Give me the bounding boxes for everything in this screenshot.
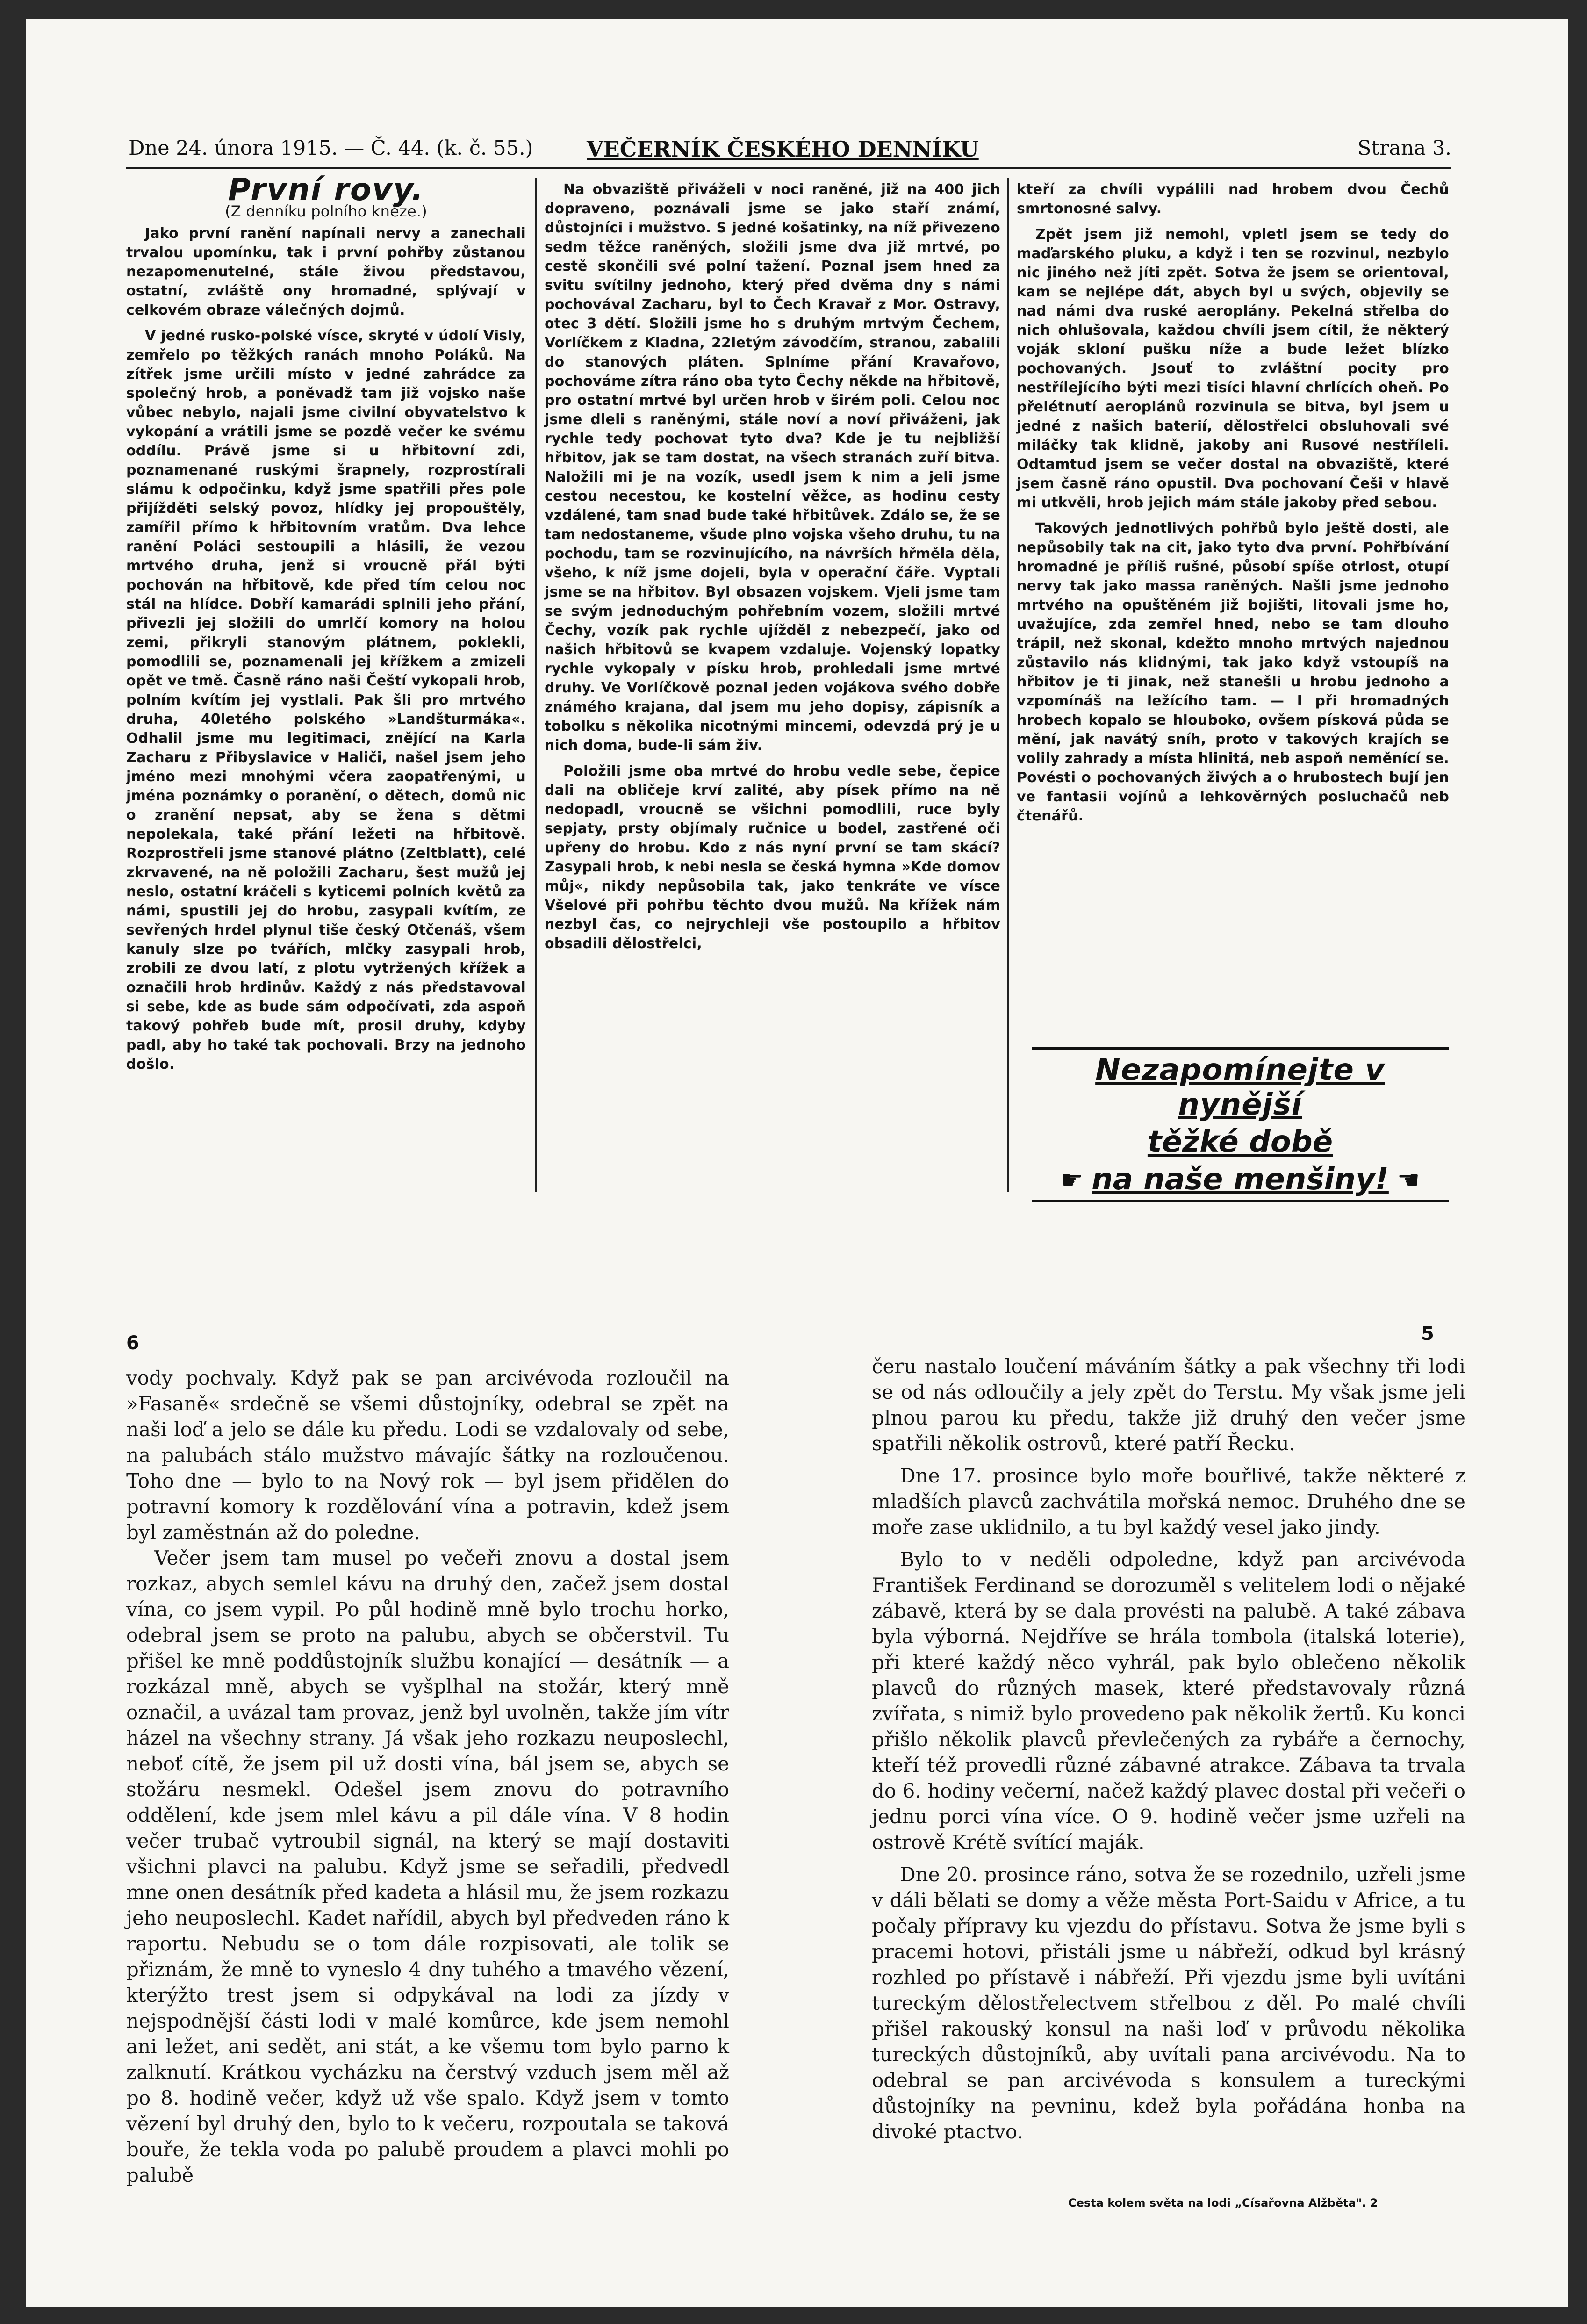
- article-paragraph: Na obvaziště přiváželi v noci raněné, již na 400 jich dopraveno, poznávali jsme se jako staří známí, důstojníci i mužstvo. S jedné košatinky, na níž přivezeno sedm těžce raněných, složili jsme dva již mrtvé, po cestě skončili své polní tažení. Poznal jsem hned za svitu svítilny jednoho, který před dvěma dny s námi pochovával Zacharu, byl to Čech Kravař z Mor. Ostravy, otec 3 dětí. Složili jsme ho s druhým mrtvým Čechem, Vorlíčkem z Kladna, 22letým závodčím, stranou, zabalili do stanových pláten. Splníme přání Kravařovo, pochováme zítra ráno oba tyto Čechy někde na hřbitově, pro ostatní mrtvé byl určen hrob v širém poli. Celou noc jsme dleli s raněnými, stále noví a noví přiváženi, jak rychle tedy pochovat tyto dva? Kde je tu nejbližší hřbitov, jak se tam dostat, na všech stranách zuří bitva. Naložili mi je na vozík, usedl jsem k nim a jeli jsme cestou necestou, ke kostelní věžce, as hodinu cesty vzdálené, tam snad bude také hřbitůvek. Zdálo se, že se tam nedostaneme, všude plno vojska všeho druhu, tu na pochodu, tam se rozvinujícího, na návrších hřměla děla, všeho, k níž jsme dojeli, byla v operační čáře. Vyptali jsme se na hřbitov. Byl obsazen vojskem. Vjeli jsme tam se svým jednoduchým pohřebním vozem, složili mrtvé Čechy, vozík pak rychle ujížděl z nebezpečí, jako od našich hřbitovů se kvapem vzdaluje. Vojenský lopatky rychle vykopaly v písku hrob, prohledali jsme mrtvé druhy. Ve Vorlíčkově poznal jeden vojákova svého dobře známého krajana, dal jsem mu jeho dopisy, zápisník a tobolku s několika nicotnými mincemi, odevzdá prý je u nich doma, bude-li sám živ.: [545, 181, 1000, 754]
- book-paragraph: Bylo to v neděli odpoledne, když pan arcivévoda František Ferdinand se dorozuměl s velitelem lodi o nějaké zábavě, která by se dala provésti na palubě. A také zábava byla výborná. Nejdříve se hrála tombola (italská loterie), při které každý něco vyhrál, pak bylo oblečeno několik plavců do různých masek, které představovaly různá zvířata, s nimiž bylo provedeno pak několik žertů. Ku konci přišlo několik plavců převlečených za rybáře a černochy, kteří též provedli různé zábavné atrakce. Zábava ta trvala do 6. hodiny večerní, načež každý plavec dostal při večeři o jednu porci vína více. O 9. hodině večer jsme uzřeli na ostrově Krétě svítící maják.: [872, 1548, 1465, 1854]
- article-subtitle: (Z denníku polního kněze.): [225, 202, 427, 220]
- newspaper-page-number: Strana 3.: [1357, 137, 1451, 160]
- banner-line-1: Nezapomínejte v nynější: [1095, 1053, 1385, 1122]
- article-column-2: [545, 180, 1000, 1194]
- issue-date: Dne 24. února 1915. — Č. 44. (k. č. 55.): [129, 137, 533, 160]
- column-divider-1: [535, 178, 537, 1192]
- article-column-1: [126, 172, 526, 1194]
- article-paragraph: Takových jednotlivých pohřbů bylo ještě dosti, ale nepůsobily tak na cit, jako tyto dva první. Pohřbívání hromadné je příliš rušné, působí spíše otrlost, otupí nervy tak jako massa raněných. Našli jsme jednoho mrtvého na opuštěném již bojišti, litovali jsme ho, uvažujíce, zda zemřel hned, nebo se tam dlouho trápil, než skonal, kdežto mnoho mrtvých najednou zůstavilo nás klidnými, tak jako když vstoupíš na hřbitov je ti jinak, než stanešli u hrobu jednoho a vzpomínáš na ležícího tam. — I při hromadných hrobech kopalo se hlouboko, ovšem písková půda se mění, jak navátý sníh, proto v takových krajích se volily zahrady a místa hlinitá, neb aspoň neměnící se. Povésti o pochovaných živých a o hrubostech bují jen ve fantasii vojínů a lehkověrných posluchačů neb čtenářů.: [1017, 520, 1449, 824]
- scanned-sheet: [26, 19, 1568, 2307]
- book-paragraph: Dne 17. prosince bylo moře bouřlivé, takže některé z mladších plavců zachvátila mořská nemoc. Druhého dne se moře zase uklidnilo, a tu byl každý vesel jako jindy.: [872, 1464, 1465, 1539]
- book-paragraph: Dne 20. prosince ráno, sotva že se rozednilo, uzřeli jsme v dáli bělati se domy a věže města Port-Saidu v Africe, a tu počaly přípravy ku vjezdu do přístavu. Sotva že jsme byli s pracemi hotovi, přistáli jsme u nábřeží, odkud byl krásný rozhled po přístavě i nábřeží. Při vjezdu jsme byli uvítáni tureckým dělostřelectvem střelbou z děl. Po malé chvíli přišel rakouský konsul na naši loď v průvodu několika tureckých důstojníků, aby uvítali pana arcivévodu. Na to odebral se pan arcivévoda s konsulem a tureckými důstojníky na pevninu, kdež byla pořádána honba na divoké ptactvo.: [872, 1863, 1465, 2143]
- article-title: První rovy.: [228, 172, 424, 208]
- pointing-hand-icon: ☛: [1060, 1165, 1084, 1194]
- article-paragraph: Jako první ranění napínali nervy a zanechali trvalou upomínku, tak i první pohřby zůstanou nezapomenutelné, stále živou představou, ostatní, zvláště ony hromadné, splývají v celkovém obraze válečných dojmů.: [126, 225, 526, 318]
- article-paragraph: Položili jsme oba mrtvé do hrobu vedle sebe, čepice dali na obličeje krví zalité, aby písek přímo na ně nedopadl, vroucně se všichni pomodlili, ruce byly sepjaty, prsty objímaly ručnice u bodel, zastřené oči upřeny do hrobu. Kdo z nás nyní první se tam skácí? Zasypali hrob, k nebi nesla se česká hymna »Kde domov můj«, nikdy nepůsobila tak, jako tenkráte ve vísce Všelové při pohřbu těchto dvou mužů. Na křížek nám nezbyl čas, co nejrychleji vše postoupilo a hřbitov obsadili dělostřelci,: [545, 763, 1000, 952]
- column-divider-2: [1007, 178, 1009, 1192]
- article-column-3: [1017, 180, 1449, 1036]
- masthead: VEČERNÍK ČESKÉHO DENNÍKU: [587, 137, 979, 162]
- article-paragraph: Zpět jsem již nemohl, vpletl jsem se tedy do maďarského pluku, a když i ten se rozvinul, nezbylo nic jiného než jíti zpět. Sotva že jsem se orientoval, kam se nejlépe dát, abych byl u svých, objevily se nad námi dva ruské aeroplány. Pekelná střelba do nich ohlušovala, každou chvíli jsem cítil, že některý voják skloní pušku níže a bude ležet blízko pochovaných. Jsouť to zvláštní pocity pro nestřílejícího býti mezi tisíci hlavní chrlících oheň. Po přelétnutí aeroplánů rozvinula se bitva, byl jsem u jedné z našich baterií, dělostřelci obsluhovali své miláčky tak klidně, jakoby ani Rusové nestříleli. Odtamtud jsem se večer dostal na obvaziště, které jsem časně ráno opustil. Dva pochovaní Češi v hlavě mi utkvěli, hrob jejich mám stále jakoby před sebou.: [1017, 226, 1449, 511]
- book-footer-note: Cesta kolem světa na lodi „Císařovna Alžběta". 2: [1068, 2196, 1378, 2209]
- book-left-page: [126, 1365, 729, 2187]
- left-page-number: 6: [126, 1332, 139, 1354]
- book-paragraph: Večer jsem tam musel po večeři znovu a dostal jsem rozkaz, abych semlel kávu na druhý den, začež jsem dostal vína, co jsem vypil. Po půl hodině mně bylo trochu horko, odebral jsem se proto na palubu, abych se občerstvil. Tu přišel ke mně poddůstojník službu konající — desátník — a rozkázal mně, abych se vyšplhal na stožár, který mně označil, a uvázal tam provaz, jenž byl uvolněn, takže jím vítr házel na všechny strany. Já však jeho rozkazu neuposlechl, neboť cítě, že jsem pil už dosti vína, bál jsem se, abych se stožáru nesmekl. Odešel jsem znovu do potravního oddělení, kde jsem mlel kávu a pil dále vína. V 8 hodin večer trubač vytroubil signál, na který se mají dostaviti všichni plavci na palubu. Když jsme se seřadili, předvedl mne onen desátník před kadeta a hlásil mu, že jsem rozkazu jeho neuposlechl. Kadet nařídil, abych byl předveden ráno k raportu. Nebudu se o tom dále rozpisovati, ale tolik se přiznám, že mně to vyneslo 4 dny tuhého a tmavého vězení, kterýžto trest jsem si odpykával na lodi za jízdy v nejspodnější části lodi v malé komůrce, kde jsem nemohl ani ležet, ani sedět, ani stát, a ke všemu tom bylo parno k zalknutí. Krátkou vycházku na čerstvý vzduch jsem měl až po 8. hodině večer, když už vše spalo. Když jsem v tomto vězení byl druhý den, bylo to k večeru, rozpoutala se taková bouře, že tekla voda po palubě proudem a plavci mohli po palubě: [126, 1547, 729, 2187]
- book-paragraph: čeru nastalo loučení máváním šátky a pak všechny tři lodi se od nás odloučily a jely zpět do Terstu. My však jsme jeli plnou parou ku předu, takže již druhý den večer jsme spatřili několik ostrovů, které patří Řecku.: [872, 1355, 1465, 1455]
- banner-line-3: [1061, 1162, 1420, 1197]
- right-page-number: 5: [1421, 1323, 1434, 1345]
- book-right-page: [872, 1353, 1465, 2158]
- article-paragraph: kteří za chvíli vypálili nad hrobem dvou Čechů smrtonosné salvy.: [1017, 181, 1449, 217]
- article-paragraph: V jedné rusko-polské vísce, skryté v údolí Visly, zemřelo po těžkých ranách mnoho Poláků. Na zítřek jsme určili místo v jedné zahrádce za společný hrob, a poněvadž tam již vojsko naše vůbec nebylo, najali jsme civilní obyvatelstvo k vykopání a vrátili jsme se pozdě večer ke svému oddílu. Právě jsme si u hřbitovní zdi, poznamenané ruskými šrapnely, rozprostírali slámu k odpočinku, když jsme spatřili přes pole přijížděti selský povoz, hlídky jej propouštěly, zamířil přímo k hřbitovním vratům. Dva lehce ranění Poláci sestoupili a hlásili, že vezou mrtvého druha, jenž si vroucně přál býti pochován na hřbitově, kde před tím celou noc stál na hlídce. Dobří kamarádi splnili jeho přání, přivezli jej složili do umrlčí komory na holou zemi, přikryli stanovým plátnem, poklekli, pomodlili se, poznamenali jej křížkem a zmizeli opět ve tmě. Časně ráno naši Čeští vykopali hrob, polním kvítím jej vystlali. Pak šli pro mrtvého druha, 40letého polského »Landšturmáka«. Odhalil jsme mu legitimaci, znějící na Karla Zacharu z Přibyslavice v Haliči, našel jsem jeho jméno mezi mnohými včera zaopatřenými, u jména poznámky o poranění, o dětech, domů nic o zranění nepsat, aby se žena s dětmi nepolekala, také přání ležeti na hřbitově. Rozprostřeli jsme stanové plátno (Zeltblatt), celé zkrvavené, na ně položili Zacharu, šest mužů jej neslo, ostatní kráčeli s kyticemi polních květů za námi, spustili jej do hrobu, zasypali kvítím, ze sevřených hrdel plynul tiše český Otčenáš, všem kanuly slze po tvářích, mlčky zasypali hrob, zrobili ze dvou latí, z plotu vytržených křížek a označili hrob hrdinův. Každý z nás představoval si sebe, kde as bude sám odpočívati, zda aspoň takový pohřeb bude mít, prosil druhy, kdyby padl, aby ho také tak pochovali. Brzy na jednoho došlo.: [126, 328, 526, 1072]
- appeal-banner: [1032, 1047, 1449, 1202]
- banner-line-2: těžké době: [1147, 1125, 1333, 1159]
- book-paragraph: vody pochvaly. Když pak se pan arcivévoda rozloučil na »Fasaně« srdečně se všemi důstojníky, odebral se zpět na naši loď a jelo se dále ku předu. Lodi se vzdalovaly od sebe, na palubách stálo mužstvo mávajíc šátky na rozloučenou. Toho dne — bylo to na Nový rok — byl jsem přidělen do potravní komory k rozdělování vína a potravin, kdež jsem byl zaměstnán až do poledne.: [126, 1367, 729, 1544]
- pointing-hand-icon: ☚: [1397, 1165, 1420, 1194]
- header-rule: [126, 167, 1451, 169]
- banner-line-3-text: na naše menšiny!: [1092, 1162, 1389, 1197]
